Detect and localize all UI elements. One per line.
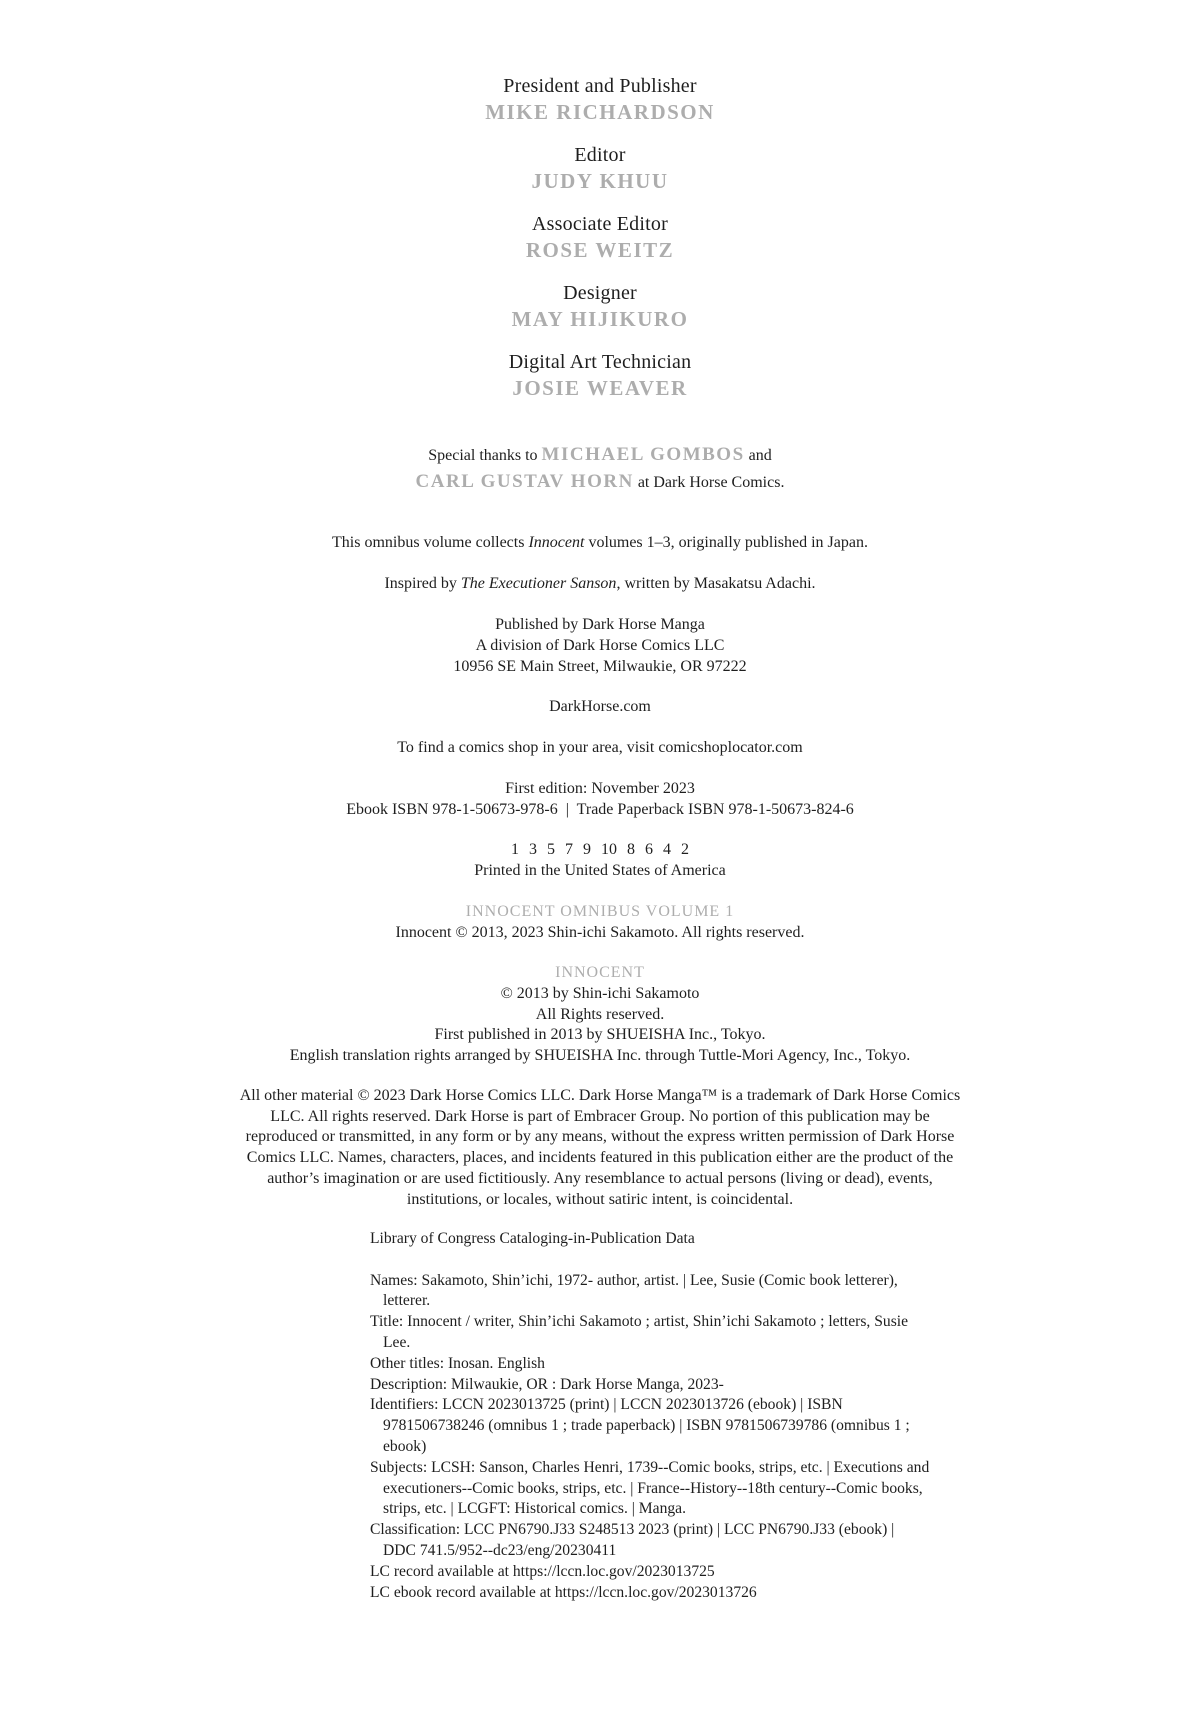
isbn-line: Ebook ISBN 978-1-50673-978-6 | Trade Paperback ISBN 978-1-50673-824-6 xyxy=(346,800,854,818)
original-first-published: First published in 2013 by SHUEISHA Inc., Tokyo. xyxy=(434,1026,766,1044)
credit-associate-editor xyxy=(0,211,1200,263)
collects-title: Innocent xyxy=(528,534,585,551)
credit-name: MAY HIJIKURO xyxy=(511,307,689,331)
legal-line: reproduced or transmitted, in any form or by any means, without the express written permission of Dark Horse xyxy=(245,1128,955,1146)
credit-publisher xyxy=(0,73,1200,125)
legal-line: institutions, or locales, without satiric intent, is coincidental. xyxy=(406,1190,794,1208)
thanks-suffix: at Dark Horse Comics. xyxy=(633,474,785,491)
omnibus-title: INNOCENT OMNIBUS VOLUME 1 xyxy=(465,903,735,920)
legal-line: All other material © 2023 Dark Horse Comics LLC. Dark Horse Manga™ is a trademark of Dark Horse Comics xyxy=(239,1087,961,1104)
printed-in: Printed in the United States of America xyxy=(474,861,726,879)
first-edition: First edition: November 2023 xyxy=(505,780,695,797)
cip-title: Title: Innocent / writer, Shin’ichi Sakamoto ; artist, Shin’ichi Sakamoto ; letters, Susie Lee. xyxy=(370,1313,909,1351)
cip-description: Description: Milwaukie, OR : Dark Horse Manga, 2023- xyxy=(370,1375,724,1393)
edition-block xyxy=(0,779,1200,821)
publisher-block xyxy=(0,615,1200,677)
credit-role: Editor xyxy=(574,144,626,166)
publisher-line: A division of Dark Horse Comics LLC xyxy=(475,636,725,654)
legal-line: LLC. All rights reserved. Dark Horse is part of Embracer Group. No portion of this publication may be xyxy=(270,1107,930,1125)
omnibus-copyright: Innocent © 2013, 2023 Shin-ichi Sakamoto. All rights reserved. xyxy=(395,923,805,941)
printing-block xyxy=(0,840,1200,882)
publisher-line: Published by Dark Horse Manga xyxy=(495,616,705,633)
collects-after: volumes 1–3, originally published in Japan. xyxy=(584,534,868,551)
credit-editor xyxy=(0,142,1200,194)
collects-before: This omnibus volume collects xyxy=(332,534,529,551)
inspired-title: The Executioner Sanson xyxy=(460,575,617,592)
original-copyright: © 2013 by Shin-ichi Sakamoto xyxy=(500,984,700,1002)
legal-notice xyxy=(0,1086,1200,1210)
credit-role: Digital Art Technician xyxy=(508,351,692,373)
credit-digital-art-technician xyxy=(0,349,1200,401)
website: DarkHorse.com xyxy=(549,698,651,715)
original-block xyxy=(0,963,1200,1067)
credit-role: Associate Editor xyxy=(532,213,668,235)
cip-classification: Classification: LCC PN6790.J33 S248513 2023 (print) | LCC PN6790.J33 (ebook) | DDC 741.5/952--dc23/eng/20230411 xyxy=(370,1521,895,1559)
cip-lc-ebook-record: LC ebook record available at https://lccn.loc.gov/2023013726 xyxy=(370,1583,757,1601)
legal-line: author’s imagination or are used fictitiously. Any resemblance to actual persons (living or dead), events, xyxy=(267,1169,933,1187)
omnibus-block xyxy=(0,902,1200,944)
collects-line xyxy=(0,533,1200,554)
cip-identifiers: Identifiers: LCCN 2023013725 (print) | LCCN 2023013726 (ebook) | ISBN 9781506738246 (omnibus 1 ; trade paperback) | ISBN 9781506739786 (omnibus 1 ; ebook) xyxy=(370,1396,910,1455)
cip-heading: Library of Congress Cataloging-in-Publication Data xyxy=(370,1230,695,1247)
cip-other-titles: Other titles: Inosan. English xyxy=(370,1354,545,1372)
credit-name: JUDY KHUU xyxy=(531,169,669,193)
printing-numbers: 1 3 5 7 9 10 8 6 4 2 xyxy=(511,841,689,858)
cip-names: Names: Sakamoto, Shin’ichi, 1972- author, artist. | Lee, Susie (Comic book letterer), letterer. xyxy=(370,1271,898,1310)
cip-subjects: Subjects: LCSH: Sanson, Charles Henri, 1739--Comic books, strips, etc. | Executions and executioners--Comic books, strips, etc. | France--History--18th century--Comic books, strips, etc. | LCGFT: Historical comics. | Manga. xyxy=(370,1458,930,1518)
cip-lc-record: LC record available at https://lccn.loc.gov/2023013725 xyxy=(370,1562,715,1580)
credit-name: ROSE WEITZ xyxy=(525,238,675,262)
credit-name: JOSIE WEAVER xyxy=(512,376,688,400)
original-translation-rights: English translation rights arranged by SHUEISHA Inc. through Tuttle-Mori Agency, Inc., Tokyo. xyxy=(289,1047,911,1065)
inspired-line xyxy=(0,574,1200,595)
publisher-address: 10956 SE Main Street, Milwaukie, OR 97222 xyxy=(453,657,747,675)
inspired-before: Inspired by xyxy=(384,575,461,592)
cip-data xyxy=(370,1229,930,1603)
credit-designer xyxy=(0,280,1200,332)
credit-role: President and Publisher xyxy=(503,75,697,97)
original-title: INNOCENT xyxy=(555,964,645,981)
thanks-prefix: Special thanks to xyxy=(428,447,542,464)
thanks-mid: and xyxy=(744,447,772,464)
original-rights: All Rights reserved. xyxy=(535,1005,665,1023)
credit-role: Designer xyxy=(563,282,637,304)
thanks-name-1: MICHAEL GOMBOS xyxy=(541,444,745,465)
special-thanks xyxy=(0,442,1200,496)
thanks-name-2: CARL GUSTAV HORN xyxy=(415,471,634,492)
shop-locator: To find a comics shop in your area, visit comicshoplocator.com xyxy=(397,739,803,756)
credit-name: MIKE RICHARDSON xyxy=(485,100,715,124)
legal-line: Comics LLC. Names, characters, places, and incidents featured in this publication either are the product of the xyxy=(246,1149,954,1167)
inspired-after: , written by Masakatsu Adachi. xyxy=(616,575,816,592)
